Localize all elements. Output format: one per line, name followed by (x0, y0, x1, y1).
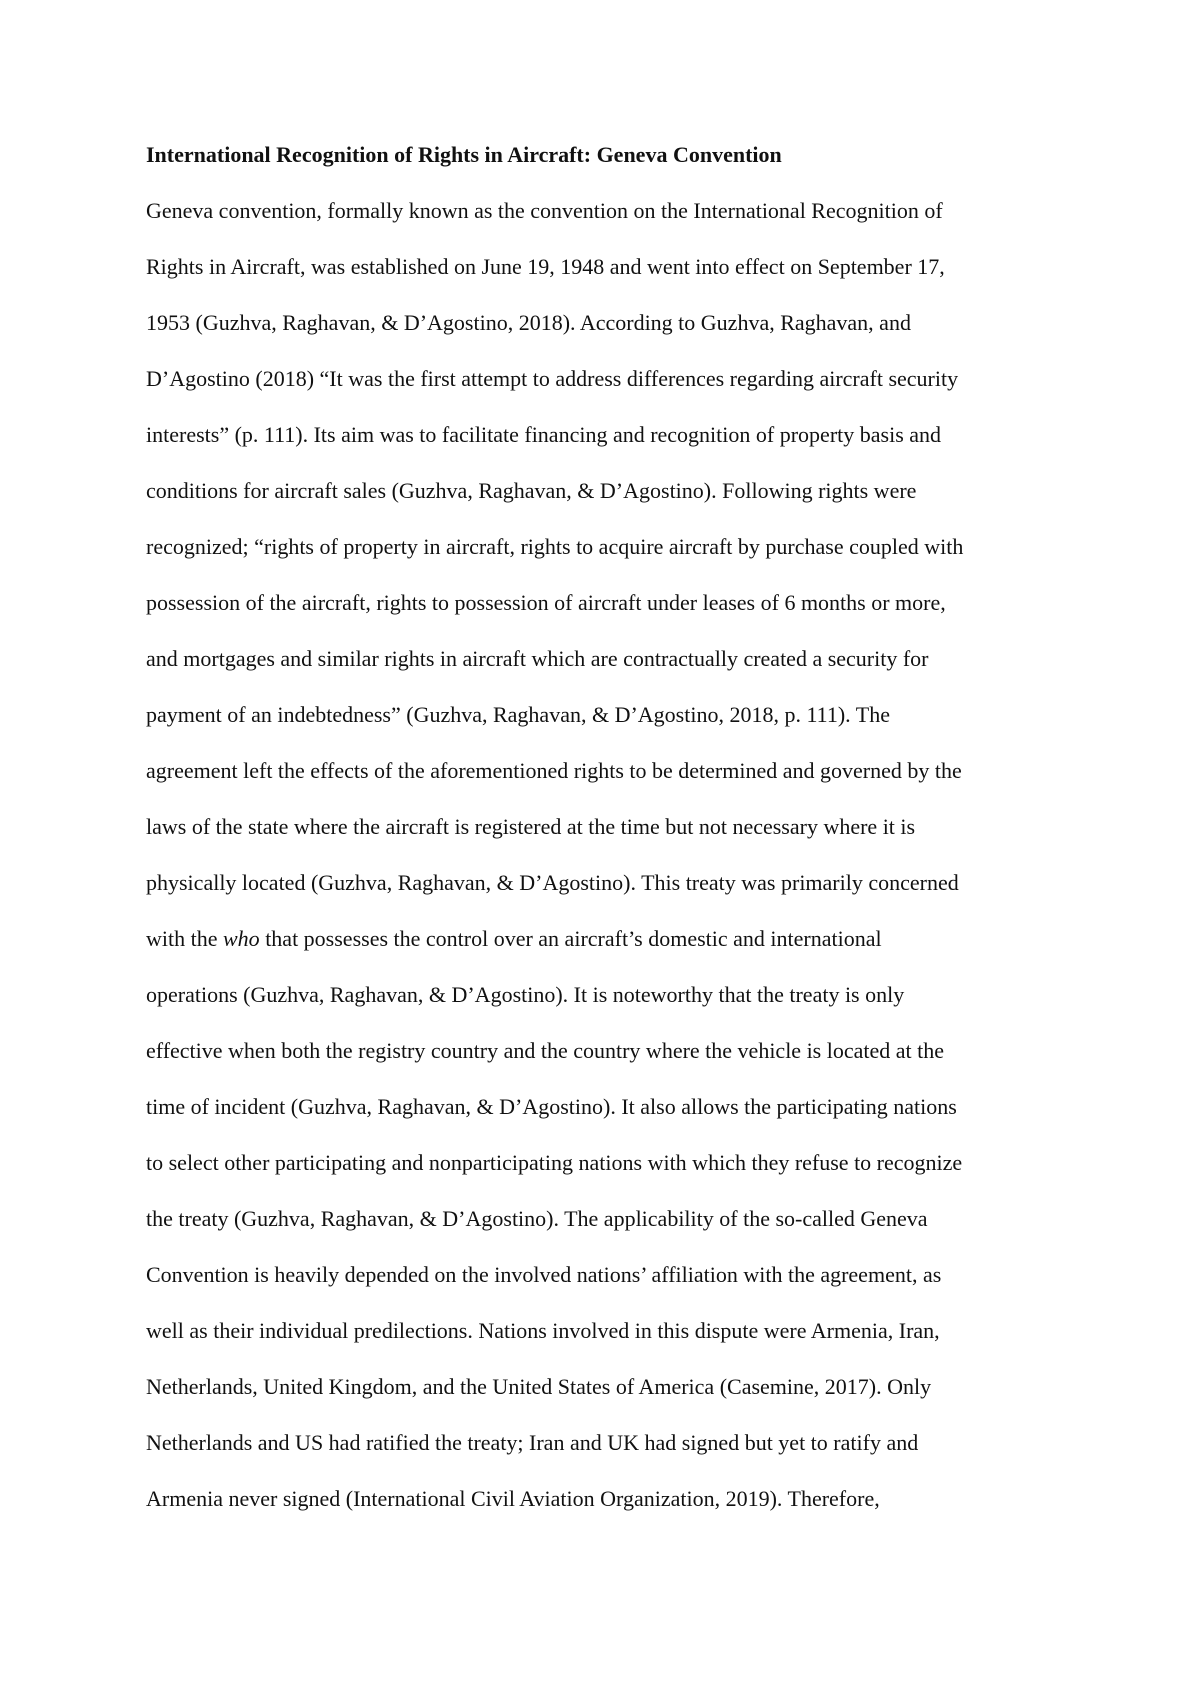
paragraph (146, 200, 1066, 1544)
paragraph-line: Geneva convention, formally known as the convention on the International Recognition of (146, 198, 943, 223)
paragraph-line: time of incident (Guzhva, Raghavan, & D’Agostino). It also allows the participating nations (146, 1094, 957, 1119)
paragraph-line: D’Agostino (2018) “It was the first attempt to address differences regarding aircraft security (146, 366, 959, 391)
paragraph-line-with-italic (146, 928, 1066, 984)
paragraph-line: Netherlands and US had ratified the treaty; Iran and UK had signed but yet to ratify and (146, 1430, 919, 1455)
document-body (146, 144, 1066, 1544)
paragraph-line: physically located (Guzhva, Raghavan, & D’Agostino). This treaty was primarily concerned (146, 870, 959, 895)
paragraph-line: the treaty (Guzhva, Raghavan, & D’Agostino). The applicability of the so-called Geneva (146, 1206, 928, 1231)
paragraph-line: Armenia never signed (International Civil Aviation Organization, 2019). Therefore, (146, 1486, 880, 1511)
paragraph-line: agreement left the effects of the aforementioned rights to be determined and governed by the (146, 758, 962, 783)
paragraph-line: recognized; “rights of property in aircraft, rights to acquire aircraft by purchase coupled with (146, 534, 964, 559)
paragraph-line: and mortgages and similar rights in aircraft which are contractually created a security for (146, 646, 929, 671)
paragraph-line: operations (Guzhva, Raghavan, & D’Agostino). It is noteworthy that the treaty is only (146, 982, 905, 1007)
paragraph-line: effective when both the registry country and the country where the vehicle is located at the (146, 1038, 945, 1063)
paragraph-line: conditions for aircraft sales (Guzhva, Raghavan, & D’Agostino). Following rights were (146, 478, 917, 503)
paragraph-line: 1953 (Guzhva, Raghavan, & D’Agostino, 2018). According to Guzhva, Raghavan, and (146, 310, 911, 335)
paragraph-line: laws of the state where the aircraft is registered at the time but not necessary where it is (146, 814, 916, 839)
document-heading: International Recognition of Rights in Aircraft: Geneva Convention (146, 142, 782, 167)
paragraph-line: Netherlands, United Kingdom, and the United States of America (Casemine, 2017). Only (146, 1374, 932, 1399)
paragraph-line: possession of the aircraft, rights to possession of aircraft under leases of 6 months or more, (146, 590, 946, 615)
paragraph-line: Rights in Aircraft, was established on June 19, 1948 and went into effect on September 17, (146, 254, 945, 279)
paragraph-line: to select other participating and nonparticipating nations with which they refuse to recognize (146, 1150, 963, 1175)
line-text-before: with the (146, 926, 223, 951)
line-text-after: that possesses the control over an aircraft’s domestic and international (259, 926, 882, 951)
paragraph-line: well as their individual predilections. Nations involved in this dispute were Armenia, Iran, (146, 1318, 940, 1343)
paragraph-line: payment of an indebtedness” (Guzhva, Raghavan, & D’Agostino, 2018, p. 111). The (146, 702, 890, 727)
paragraph-line: Convention is heavily depended on the involved nations’ affiliation with the agreement, as (146, 1262, 942, 1287)
paragraph-line: interests” (p. 111). Its aim was to facilitate financing and recognition of property basis and (146, 422, 942, 447)
italic-word: who (223, 926, 260, 951)
